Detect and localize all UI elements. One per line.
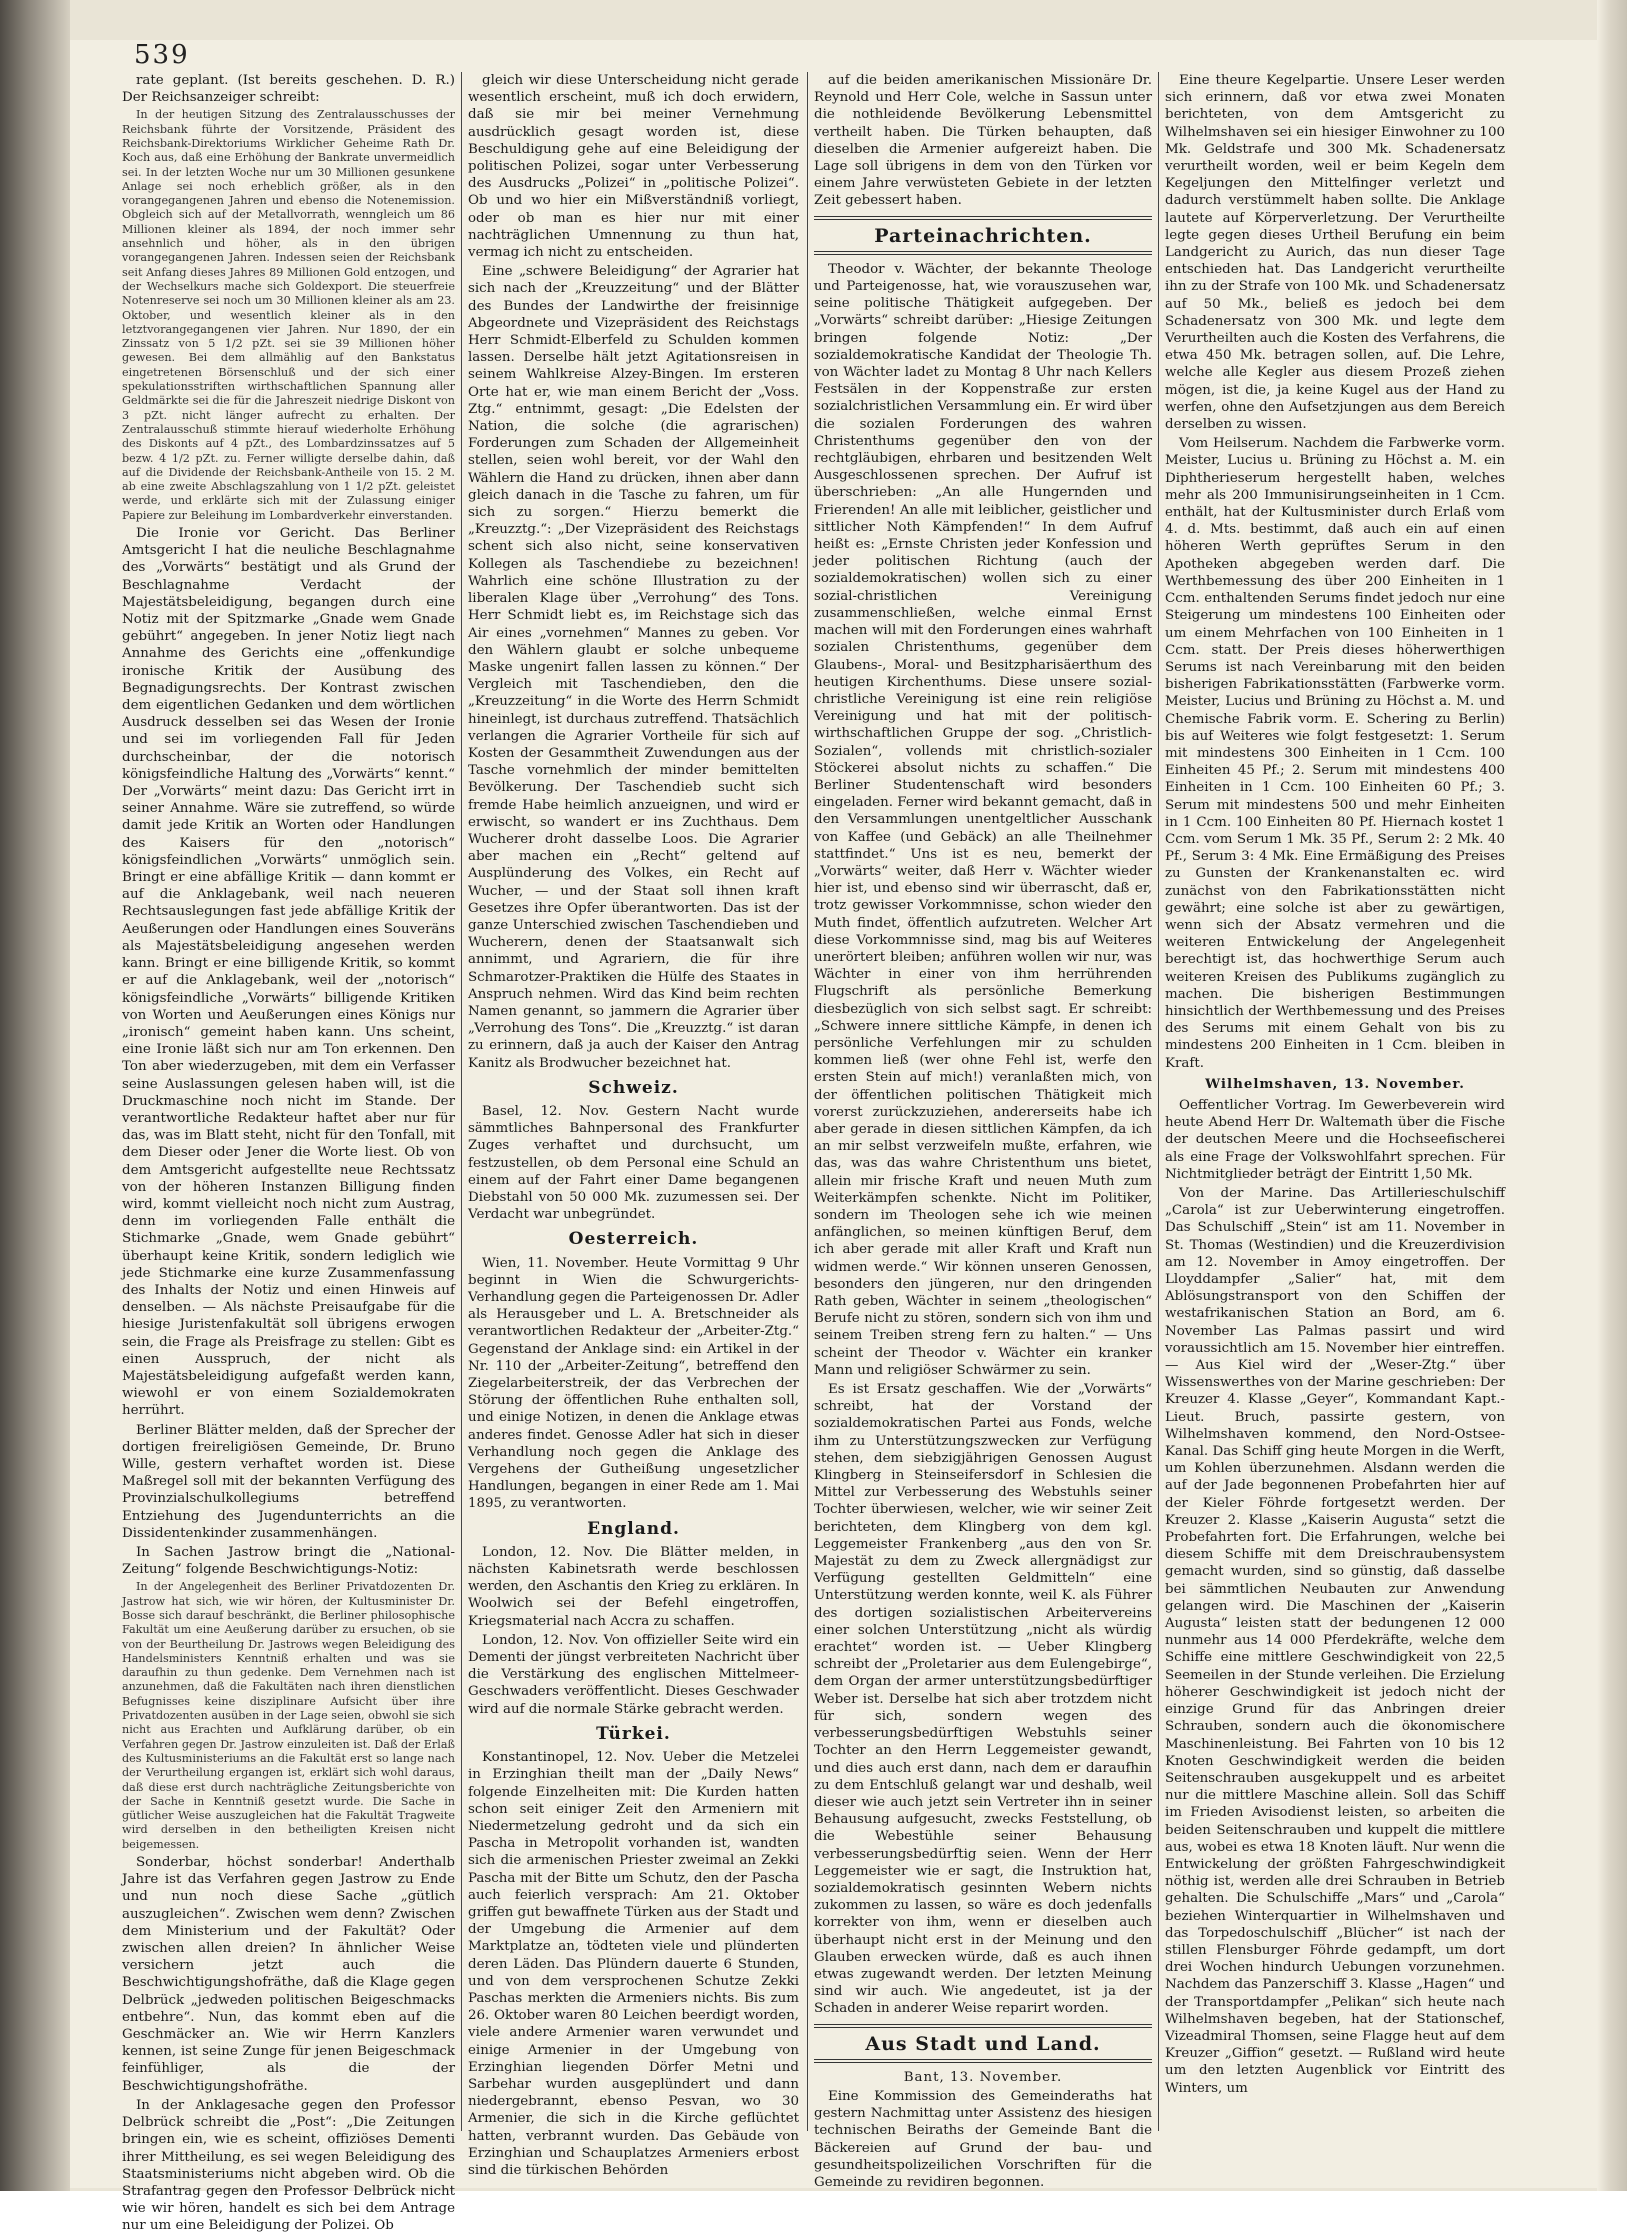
news-konstantinopel: Konstantinopel, 12. Nov. Ueber die Metzelei in Erzinghian theilt man der „Daily News“ folgende Einzelheiten mit: Die Kurden hatten schon seit einiger Zeit den Armeniern mit Niedermetzelung gedroht und da sich ein Pascha in Metropolit vorhanden ist, wandten sich die armenischen Priester zweimal an Zekki Pascha mit der Bitte um Schutz, den der Pascha auch feierlich versprach: Am 21. Oktober griffen gut bewaffnete Türken aus der Stadt und der Umgebung die Armenier auf dem Marktplatze an, tödteten viele und plünderten deren Läden. Das Plündern dauerte 6 Stunden, und von dem versprochenen Schutze Zekki Paschas merkten die Armeniers nichts. Bis zum 26. Oktober waren 80 Leichen beerdigt worden, viele andere Armenier waren verwundet und einige Armenier in der Umgebung von Erzinghian liegenden Dörfer Metni und Sarbehar wurden ausgeplündert und dann niedergebrannt, ebenso Pesvan, wo 30 Armenier, die sich in die Kirche geflüchtet hatten, verbrannt wurden. Das Gebäude von Erzinghian und Schauplatzes Armeniers erbost sind die türkischen Behörden	[468, 1750, 799, 2178]
news-london-2: London, 12. Nov. Von offizieller Seite wird ein Dementi der jüngst verbreiteten Nachricht über die Verstärkung des englischen Mittelmeer-Geschwaders veröffentlicht. Dieses Geschwader wird auf die normale Stärke gebracht werden.	[468, 1632, 799, 1717]
page-edge	[1597, 0, 1627, 2191]
article-kommission: Eine Kommission des Gemeinderaths hat gestern Nachmittag unter Assistenz des hiesigen technischen Beiraths der Gemeinde Bant die Bäckereien auf Grund der bau- und gesundheitspolizeilichen Vorschriften für die Gemeinde zu revidiren begonnen.	[814, 2088, 1152, 2190]
article-kegelpartie: Eine theure Kegelpartie. Unsere Leser werden sich erinnern, daß vor etwa zwei Monaten berichteten, von dem Amtsgericht zu Wilhelmshaven sei ein hiesiger Einwohner zu 100 Mk. Geldstrafe und 300 Mk. Schadenersatz verurtheilt worden, weil er beim Kegeln dem Kegeljungen den Mittelfinger verletzt und dadurch verstümmelt haben sollte. Die Anklage lautete auf Körperverletzung. Der Verurtheilte legte gegen dieses Urtheil Berufung ein beim Landgericht zu Aurich, das nun dieser Tage entschieden hat. Das Landgericht verurtheilte ihn zu der Strafe von 100 Mk. und Schadenersatz auf 50 Mk., beließ es jedoch bei dem Schadenersatz von 300 Mk. und legte dem Verurtheilten auch die Kosten des Verfahrens, die etwa 450 Mk. betragen sollen, auf. Die Lehre, welche alle Kegler aus diesem Prozeß ziehen mögen, ist die, ja keine Kugel aus der Hand zu werfen, ohne den Aufsetzjungen aus dem Bereich derselben zu wissen.	[1165, 73, 1505, 433]
article-waechter: Theodor v. Wächter, der bekannte Theologe und Parteigenosse, hat, wie vorauszusehen war, seine politische Thätigkeit aufgegeben. Der „Vorwärts“ schreibt darüber: „Hiesige Zeitungen bringen folgende Notiz: „Der sozialdemokratische Kandidat der Theologie Th. von Wächter ladet zu Montag 8 Uhr nach Kellers Festsälen in der Koppenstraße zur ersten sozialchristlichen Versammlung ein. Er wird über die sozialen Forderungen des wahren Christenthums gegenüber den von der rechtgläubigen, ehrbaren und besitzenden Welt Ausgeschlossenen sprechen. Der Aufruf ist überschrieben: „An alle Hungernden und Frierenden! An alle mit leiblicher, geistlicher und sittlicher Noth Kämpfenden!“ In dem Aufruf heißt es: „Ernste Christen jeder Konfession und jeder politischen Richtung (auch der sozialdemokratischen) wollen sich zu einer sozial-christlichen Vereinigung zusammenschließen, welche einmal Ernst machen will mit den Forderungen eines wahrhaft sozialen Christenthums, gegenüber dem Glaubens-, Moral- und Besitzpharisäerthum des heutigen Kirchenthums. Diese unsere sozial-christliche Vereinigung ist eine rein religiöse Vereinigung und hat mit der politisch-wirthschaftlichen Gruppe der sog. „Christlich-Sozialen“, vollends mit christlich-sozialer Stöckerei absolut nichts zu schaffen.“ Die Berliner Studentenschaft wird besonders eingeladen. Ferner wird bekannt gemacht, daß in den Versammlungen unentgeltlicher Ausschank von Kaffee (und Gebäck) an alle Theilnehmer stattfindet.“ Uns ist es neu, bemerkt der „Vorwärts“ weiter, daß Herr v. Wächter wieder hier ist, und ebenso sind wir überrascht, daß er, trotz gewisser Vorkommnisse, schon wieder den Muth findet, öffentlich aufzutreten. Welcher Art diese Vorkommnisse sind, mag bis auf Weiteres unerörtert bleiben; anführen wollen wir nur, was Wächter in einer von ihm herrührenden Flugschrift als persönliche Bemerkung diesbezüglich von sich selbst sagt. Er schreibt: „Schwere innere sittliche Kämpfe, in denen ich persönliche Verfehlungen mir zu schulden kommen ließ (wer ohne Fehl ist, werfe den ersten Stein auf mich!) veranlaßten mich, von der öffentlichen politischen Thätigkeit mich vorerst zurückzuziehen, andererseits habe ich aber gerade in diesen sittlichen Kämpfen, da ich an mir selbst verzweifeln mußte, erfahren, wie das, was das wahre Christenthum uns bietet, allein mir frische Kraft und neuen Muth zum Weiterkämpfen schenkte. Nicht im Politiker, sondern im Theologen sehe ich wie meinen anfänglichen, so meinen künftigen Beruf, dem ich aber gerade mit aller Kraft und Kraft nun widmen werde.“ Wir können unseren Genossen, besonders den jüngeren, nur den dringenden Rath geben, Wächter in seinem „theologischen“ Berufe nicht zu stören, sondern sich von ihm und seinem Treiben streng fern zu halten.“ — Uns scheint der Theodor v. Wächter ein kranker Mann und religiöser Schwärmer zu sein.	[814, 261, 1152, 1378]
section-heading-stadt-und-land: Aus Stadt und Land.	[865, 2032, 1101, 2055]
article-jastrow: In Sachen Jastrow bringt die „National-Zeitung“ folgende Beschwichtigungs-Notiz:	[122, 1545, 455, 1578]
article-marine: Von der Marine. Das Artillerieschulschiff „Carola“ ist zur Ueberwinterung eingetroffen. Das Schulschiff „Stein“ ist am 11. November in St. Thomas (Westindien) und die Kreuzerdivision am 12. November in Amoy eingetroffen. Der Lloyddampfer „Salier“ hat, mit dem Ablösungstransport von den Schiffen der westafrikanischen Station an Bord, am 6. November Las Palmas passirt und wird voraussichtlich am 15. November hier eintreffen. — Aus Kiel wird der „Weser-Ztg.“ über Wissenswerthes von der Marine geschrieben: Der Kreuzer 4. Klasse „Geyer“, Kommandant Kapt.-Lieut. Bruch, passirte gestern, von Wilhelmshaven kommend, den Nord-Ostsee-Kanal. Das Schiff ging heute Morgen in die Werft, um Kohlen überzunehmen. Alsdann werden die auf der Jade begonnenen Probefahrten hier auf der Kieler Föhrde fortgesetzt werden. Der Kreuzer 2. Klasse „Kaiserin Augusta“ setzt die Probefahrten fort. Die Erfahrungen, welche bei diesem Schiffe mit dem Dreischraubensystem gemacht wurden, sind so günstig, daß dasselbe bei sämmtlichen Neubauten zur Anwendung gelangen wird. Die Maschinen der „Kaiserin Augusta“ leisten statt der bedungenen 12 000 nunmehr aus 14 000 Pferdekräfte, welche dem Schiffe eine mittlere Geschwindigkeit von 22,5 Seemeilen in der Stunde verleihen. Die Erzielung höherer Geschwindigkeit ist jedoch nicht der einzige Grund für das Anbringen dreier Schrauben, sondern auch die ökonomischere Maschinenleistung. Bei Fahrten von 10 bis 12 Knoten Geschwindigkeit werden die beiden Seitenschrauben ausgekuppelt und es arbeitet nur die mittlere Maschine allein. Soll das Schiff im Frieden Avisodienst leisten, so arbeiten die beiden Seitenschrauben und kuppelt die mittlere aus, wobei es etwa 18 Knoten läuft. Nur wenn die Entwickelung der größten Fahrgeschwindigkeit nöthig ist, werden alle drei Schrauben in Betrieb gehalten. Die Schulschiffe „Mars“ und „Carola“ beziehen Winterquartier in Wilhelmshaven und das Torpedoschulschiff „Blücher“ ist nach der stillen Flensburger Föhrde gedampft, um dort drei Wochen hindurch Uebungen vorzunehmen. Nachdem das Panzerschiff 3. Klasse „Hagen“ und der Transportdampfer „Pelikan“ sich heute nach Wilhelmshaven begeben, hat der Stationschef, Vizeadmiral Thomsen, seine Flagge heut auf dem Kreuzer „Giffion“ gesetzt. — Rußland wird heute um den letzten Augenblick vor Eintritt des Winters, um	[1165, 1186, 1505, 2096]
section-heading-oesterreich: Oesterreich.	[568, 1229, 699, 1250]
article-heilserum: Vom Heilserum. Nachdem die Farbwerke vorm. Meister, Lucius u. Brüning zu Höchst a. M. ein Diphtherieserum hergestellt haben, welches mehr als 200 Immunisirungseinheiten in 1 Ccm. enthält, hat der Kultusminister durch Erlaß vom 4. d. Mts. bestimmt, daß auch ein auf einen höheren Werth geprüftes Serum in den Apotheken abgegeben werden darf. Die Werthbemessung des über 200 Einheiten in 1 Ccm. enthaltenden Serums findet jedoch nur eine Steigerung um mindestens 100 Einheiten oder um einem Mehrfachen von 100 Einheiten in 1 Ccm. statt. Der Preis dieses höherwerthigen Serums ist nach Vereinbarung mit den beiden bisherigen Fabrikationsstätten (Farbwerke vorm. Meister, Lucius und Brüning zu Höchst a. M. und Chemische Fabrik vorm. E. Schering zu Berlin) bis auf Weiteres wie folgt festgesetzt: 1. Serum mit mindestens 300 Einheiten in 1 Ccm. 100 Einheiten 45 Pf.; 2. Serum mit mindestens 400 Einheiten in 1 Ccm. 100 Einheiten 60 Pf.; 3. Serum mit mindestens 500 und mehr Einheiten in 1 Ccm. 100 Einheiten 80 Pf. Hiernach kostet 1 Ccm. vom Serum 1 Mk. 35 Pf., Serum 2: 2 Mk. 40 Pf., Serum 3: 4 Mk. Eine Ermäßigung des Preises zu Gunsten der Krankenanstalten ec. wird zunächst von den Fabrikationsstätten nicht gewährt; eine solche ist aber zu gewärtigen, wenn sich der Absatz vermehren und die weiteren Entwickelung der Angelegenheit berechtigt ist, das hochwerthige Serum auch weiteren Kreisen des Publikums zugänglich zu machen. Die bisherigen Bestimmungen hinsichtlich der Werthbemessung und des Preises des Serums mit einem Gehalt von bis zu mindestens 200 Einheiten in 1 Ccm. bleiben in Kraft.	[1165, 436, 1505, 1071]
article-ersatz: Es ist Ersatz geschaffen. Wie der „Vorwärts“ schreibt, hat der Vorstand der sozialdemokratischen Partei aus Fonds, welche ihm zu Unterstützungszwecken zur Verfügung stehen, dem siebzigjährigen Genossen August Klingberg in Steinseifersdorf in Schlesien die Mittel zur Verbesserung des Webstuhls seiner Tochter überwiesen, welcher, wie wir seiner Zeit berichteten, dem Klingberg von dem kgl. Leggemeister Frankenberg „aus den von Sr. Majestät zu dem zu Zweck allergnädigst zur Verfügung gestellten Geldmitteln“ eine Unterstützung werden konnte, weil K. als Führer des dortigen sozialistischen Arbeitervereins einer solchen Unterstützung „nicht als würdig erachtet“ worden ist. — Ueber Klingberg schreibt der „Proletarier aus dem Eulengebirge“, dem Organ der armer unterstützungsbedürftiger Weber ist. Derselbe hat sich aber trotzdem nicht für sich, sondern wegen des verbesserungsbedürftigen Webstuhls seiner Tochter an den Herrn Leggemeister gewandt, und dies auch erst dann, nach dem er daraufhin zu dem Entschluß gelangt war und deshalb, weil dieser wie auch jetzt sein Vertreter ihn in seiner Behausung aufgesucht, zwecks Feststellung, ob die Webestühle seiner Behausung verbesserungsbedürftig seien. Wenn der Herr Leggemeister wie er sagt, die Instruktion hat, sozialdemokratisch gesinnten Webern nichts zukommen zu lassen, so wäre es doch jedenfalls korrekter von ihm, wenn er dieselben auch überhaupt nicht erst in der Meinung und den Glauben erwecken würde, daß es auch ihnen etwas zugewandt werden. Der letzten Meinung sind wir auch. Wie angedeutet, ist ja der Schaden in anderer Weise reparirt worden.	[814, 1382, 1152, 2017]
column-2	[468, 72, 799, 2178]
column-divider	[461, 72, 462, 2131]
news-london-1: London, 12. Nov. Die Blätter melden, in nächsten Kabinetsrath werde beschlossen werden, den Aschantis den Krieg zu erklären. In Woolwich sei der Befehl eingetroffen, Kriegsmaterial nach Accra zu schaffen.	[468, 1544, 799, 1629]
quoted-notice: In der Angelegenheit des Berliner Privatdozenten Dr. Jastrow hat sich, wie wir hören, der Kultusminister Dr. Bosse sich darauf beschränkt, die Berliner philosophische Fakultät um eine Aeußerung darüber zu ersuchen, ob sie von der Beurtheilung Dr. Jastrows wegen Beleidigung des Handelsministers Kenntniß erhalten und was sie daraufhin zu thun gedenke. Dem Vernehmen nach ist anzunehmen, daß die Fakultäten nach ihren dienstlichen Befugnisses keine disziplinare Aufsicht über ihre Privatdozenten ausüben in der Lage seien, obwohl sie sich nicht aus Erachten und Aufklärung darüber, ob ein Verfahren gegen Dr. Jastrow einzuleiten ist. Daß der Erlaß des Kultusministeriums an die Fakultät erst so lange nach der Verurtheilung ergangen ist, erklärt sich wohl daraus, daß diese erst durch nachträgliche Zeitungsberichte von der Sache in Kenntniß gesetzt wurde. Die Sache in gütlicher Weise auszugleichen hat die Fakultät Tragweite wird derselben in den betheiligten Kreisen nicht beigemessen.	[122, 1580, 455, 1851]
column-divider	[807, 72, 808, 2131]
news-basel: Basel, 12. Nov. Gestern Nacht wurde sämmtliches Bahnpersonal des Frankfurter Zuges verhaftet und durchsucht, um festzustellen, ob dem Personal eine Schuld an einem auf der Fahrt einer Dame begangenen Diebstahl von 50 000 Mk. zuzumessen sei. Der Verdacht war unbegründet.	[468, 1103, 799, 1223]
paragraph: auf die beiden amerikanischen Missionäre Dr. Reynold und Herr Cole, welche in Sassun unter die nothleidende Bevölkerung Lebensmittel vertheilt haben. Die Türken behaupten, daß dieselben die Armenier aufgereizt haben. Die Lage soll übrigens in dem von den Türken vor einem Jahre verwüsteten Gebiete in der letzten Zeit gebessert haben.	[814, 73, 1152, 209]
heading-rule	[814, 216, 1152, 220]
dateline-wilhelmshaven: Wilhelmshaven, 13. November.	[1205, 1075, 1465, 1092]
section-heading-parteinachrichten: Parteinachrichten.	[874, 224, 1092, 247]
section-heading-tuerkei: Türkei.	[596, 1723, 671, 1744]
section-heading-england: England.	[587, 1518, 680, 1539]
heading-rule	[814, 251, 1152, 255]
article-delbrueck: In der Anklagesache gegen den Professor Delbrück schreibt die „Post“: „Die Zeitungen bringen ein, wie es scheint, offiziöses Dementi ihrer Mittheilung, es sei wegen Beleidigung des Staatsministeriums nicht abgeben wird. Ob die Strafantrag gegen den Professor Delbrück nicht wie wir hören, handelt es sich bei dem Antrage nur um eine Beleidigung der Polizei. Ob	[122, 2097, 455, 2234]
heading-rule	[814, 2059, 1152, 2063]
paragraph: Sonderbar, höchst sonderbar! Anderthalb Jahre ist das Verfahren gegen Jastrow zu Ende und nun noch diese Sache „gütlich auszugleichen“. Zwischen wem denn? Zwischen dem Ministerium und der Fakultät? Oder zwischen allen dreien? In ähnlicher Weise versichern jetzt auch die Beschwichtigungshofräthe, daß die Klage gegen Delbrück „jedweden politischen Beigeschmacks entbehre“. Nun, das kommt eben auf die Geschmäcker an. Wie wir Herrn Kanzlers kennen, ist seine Zunge für jenen Beigeschmack feinfühliger, als die der Beschwichtigungshofräthe.	[122, 1855, 455, 2094]
column-divider	[1158, 72, 1159, 2131]
article-beleidigung: Eine „schwere Beleidigung“ der Agrarier hat sich nach der „Kreuzzeitung“ und der Blätter des Bundes der Landwirthe der freisinnige Abgeordnete und Vizepräsident des Reichstags Herr Schmidt-Elberfeld zu Schulden kommen lassen. Derselbe hält jetzt Agitationsreisen in seinem Wahlkreise Alzey-Bingen. Im ersteren Orte hat er, wie man einem Bericht der „Voss. Ztg.“ entnimmt, gesagt: „Die Edelsten der Nation, die solche (die agrarischen) Forderungen zum Schaden der Allgemeinheit stellen, seien wohl bereit, vor der Wahl den Wählern die Hand zu drücken, ihnen aber dann gleich danach in die Tasche zu fahren, um für sich zu sorgen.“ Hierzu bemerkt die „Kreuzztg.“: „Der Vizepräsident des Reichstags schent sich also nicht, seine konservativen Kollegen als Taschendiebe zu bezeichnen! Wahrlich eine schöne Illustration zu der liberalen Klage über „Verrohung“ des Tons. Herr Schmidt liebt es, im Reichstage sich das Air eines „vornehmen“ Mannes zu geben. Vor den Wählern glaubt er solche unbequeme Maske ungenirt fallen lassen zu können.“ Der Vergleich mit Taschendieben, den die „Kreuzzeitung“ in die Worte des Herrn Schmidt hineinlegt, ist durchaus zutreffend. Thatsächlich verlangen die Agrarier Vortheile für sich auf Kosten der Gesammtheit Zuwendungen aus der Tasche vornehmlich der minder bemittelten Bevölkerung. Der Taschendieb sucht sich fremde Habe heimlich anzueignen, und wird er erwischt, so wandert er ins Zuchthaus. Dem Wucherer droht dasselbe Loos. Die Agrarier aber machen ein „Recht“ geltend auf Ausplünderung des Volkes, ein Recht auf Wucher, — und der Staat soll ihnen kraft Gesetzes ihre Opfer überantworten. Das ist der ganze Unterschied zwischen Taschendieben und Wucherern, denen der Staatsanwalt sich annimmt, und Agrariern, die für ihre Schmarotzer-Praktiken die Hülfe des Staates in Anspruch nehmen. Wird das Kind beim rechten Namen genannt, so jammern die Agrarier über „Verrohung des Tons“. Die „Kreuzztg.“ ist daran zu erinnern, daß ja auch der Kaiser den Antrag Kanitz als Brodwucher bezeichnet hat.	[468, 264, 799, 1071]
paragraph: rate geplant. (Ist bereits geschehen. D. R.) Der Reichsanzeiger schreibt:	[122, 73, 455, 106]
heading-rule	[814, 2024, 1152, 2028]
article-irony: Die Ironie vor Gericht. Das Berliner Amtsgericht I hat die neuliche Beschlagnahme des „Vorwärts“ bestätigt und als Grund der Beschlagnahme Verdacht der Majestätsbeleidigung, begangen durch eine Notiz mit der Spitzmarke „Gnade wem Gnade gebührt“ angegeben. In jener Notiz liegt nach Annahme des Gerichts eine „offenkundige ironische Kritik der Ausübung des Begnadigungsrechts. Der Kontrast zwischen dem eigentlichen Gedanken und dem wörtlichen Ausdruck desselben sei das Wesen der Ironie und sei im vorliegenden Fall für Jeden durchscheinbar, der die notorisch königsfeindliche Haltung des „Vorwärts“ kennt.“ Der „Vorwärts“ meint dazu: Das Gericht irrt in seiner Annahme. Wäre sie zutreffend, so würde damit jede Kritik an Worten oder Handlungen des Kaisers für den „notorisch“ königsfeindlichen „Vorwärts“ unmöglich sein. Bringt er eine abfällige Kritik — dann kommt er auf die Anklagebank, weil nach neueren Rechtsauslegungen fast jede abfällige Kritik der Aeußerungen oder Handlungen eines Souveräns als Majestätsbeleidigung angesehen werden kann. Bringt er eine billigende Kritik, so kommt er auf die Anklagebank, weil der „notorisch“ königsfeindliche „Vorwärts“ billigende Kritiken von Worten und Aeußerungen eines Königs nur „ironisch“ gemeint haben kann. Uns scheint, eine Ironie läßt sich nur am Ton erkennen. Den Ton aber wiederzugeben, mit dem ein Verfasser seine Auslassungen gelesen haben will, ist die Druckmaschine noch nicht im Stande. Der verantwortliche Redakteur haftet aber nur für das, was im Blatt steht, nicht für den Tonfall, mit dem Dieser oder Jener die Worte liest. Ob von dem Amtsgericht aufgestellte neue Rechtssatz von der höheren Instanzen Billigung finden wird, kommt vielleicht noch nicht zum Austrag, denn im vorliegenden Falle enthält die Stichmarke „Gnade, wem Gnade gebührt“ überhaupt keine Kritik, sondern lediglich wie jede Stichmarke eine kurze Zusammenfassung des Inhalts der Notiz und einen Hinweis auf denselben. — Als nächste Preisaufgabe für die hiesige Juristenfakultät soll übrigens erwogen sein, die Frage als Preisfrage zu stellen: Gibt es einen Ausspruch, der nicht als Majestätsbeleidigung aufgefaßt werden kann, wiewohl er von einem Sozialdemokraten herrührt.	[122, 526, 455, 1419]
column-3	[814, 72, 1152, 2190]
binding-edge	[0, 0, 70, 2191]
dateline-bant: Bant, 13. November.	[903, 2069, 1063, 2085]
article-vortrag: Oeffentlicher Vortrag. Im Gewerbeverein wird heute Abend Herr Dr. Waltemath über die Fische der deutschen Meere und die Hochseefischerei als eine Frage der Volkswohlfahrt sprechen. Für Nichtmitglieder beträgt der Eintritt 1,50 Mk.	[1165, 1097, 1505, 1182]
column-4	[1165, 72, 1505, 2131]
page-number: 539	[134, 40, 190, 70]
column-1	[122, 72, 455, 2234]
quoted-report: In der heutigen Sitzung des Zentralausschusses der Reichsbank führte der Vorsitzende, Präsident des Reichsbank-Direktoriums Wirklicher Geheime Rath Dr. Koch aus, daß eine Erhöhung der Bankrate unvermeidlich sei. In der letzten Woche nur um 30 Millionen gesunkene Anlage sei noch erheblich größer, als in den vorangegangenen Jahren und ebenso die Notenemission. Obgleich sich auf der Metallvorrath, wenngleich um 86 Millionen kleiner als 1894, der noch immer sehr ansehnlich und höher, als in den übrigen vorangegangenen Jahren. Indessen seien der Reichsbank seit Anfang dieses Jahres 89 Millionen Gold entzogen, und der Wechselkurs mache sich Goldexport. Die steuerfreie Notenreserve sei noch um 30 Millionen kleiner als am 23. Oktober, und wesentlich kleiner als in den letztvorangegangenen vier Jahren. Nur 1890, der ein Zinssatz von 5 1/2 pZt. sei sie 39 Millionen höher gewesen. Bei dem allmählig auf den Bankstatus eingetretenen Börsenschluß und der sich einer spekulationsstriften wirthschaftlichen Spannung aller Geldmärkte sei die für die Jahreszeit niedrige Diskont von 3 pZt. nicht länger aufrecht zu erhalten. Der Zentralausschuß stimmte hierauf wiederholte Erhöhung des Diskonts auf 4 pZt., des Lombardzinssatzes auf 5 bezw. 4 1/2 pZt. zu. Ferner willigte derselbe dahin, daß auf die Dividende der Reichsbank-Antheile von 15. 2 M. ab eine zweite Abschlagszahlung von 1 1/2 pZt. geleistet werde, und erklärte sich mit der Zulassung einiger Papiere zur Beleihung im Lombardverkehr einverstanden.	[122, 108, 455, 522]
section-heading-schweiz: Schweiz.	[588, 1077, 679, 1098]
article-wille: Berliner Blätter melden, daß der Sprecher der dortigen freireligiösen Gemeinde, Dr. Bruno Wille, gestern verhaftet worden ist. Diese Maßregel soll mit der bekannten Verfügung des Provinzialschulkollegiums betreffend Entziehung des Jugendunterrichts an die Dissidentenkinder zusammenhängen.	[122, 1422, 455, 1541]
news-wien: Wien, 11. November. Heute Vormittag 9 Uhr beginnt in Wien die Schwurgerichts-Verhandlung gegen die Parteigenossen Dr. Adler als Herausgeber und L. A. Bretschneider als verantwortlichen Redakteur der „Arbeiter-Ztg.“ Gegenstand der Anklage sind: ein Artikel in der Nr. 110 der „Arbeiter-Zeitung“, betreffend den Ziegelarbeiterstreik, der das Verbrechen der Störung der öffentlichen Ruhe enthalten soll, und einige Notizen, in denen die Anklage etwas anderes findet. Genosse Adler hat sich in dieser Verhandlung noch gegen die Anklage des Vergehens der Gutheißung ungesetzlicher Handlungen, begangen in einer Rede am 1. Mai 1895, zu verantworten.	[468, 1255, 799, 1512]
paragraph: gleich wir diese Unterscheidung nicht gerade wesentlich erscheint, muß ich doch erwidern, daß sie mir bei meiner Vernehmung ausdrücklich gesagt worden ist, diese Beschuldigung gehe auf eine Beleidigung der politischen Polizei, sogar unter Verbesserung des Ausdrucks „Polizei“ in „politische Polizei“. Ob und wo hier ein Mißverständniß vorliegt, oder ob man es hier nur mit einer nachträglichen Umnennung zu thun hat, vermag ich nicht zu entscheiden.	[468, 73, 799, 261]
